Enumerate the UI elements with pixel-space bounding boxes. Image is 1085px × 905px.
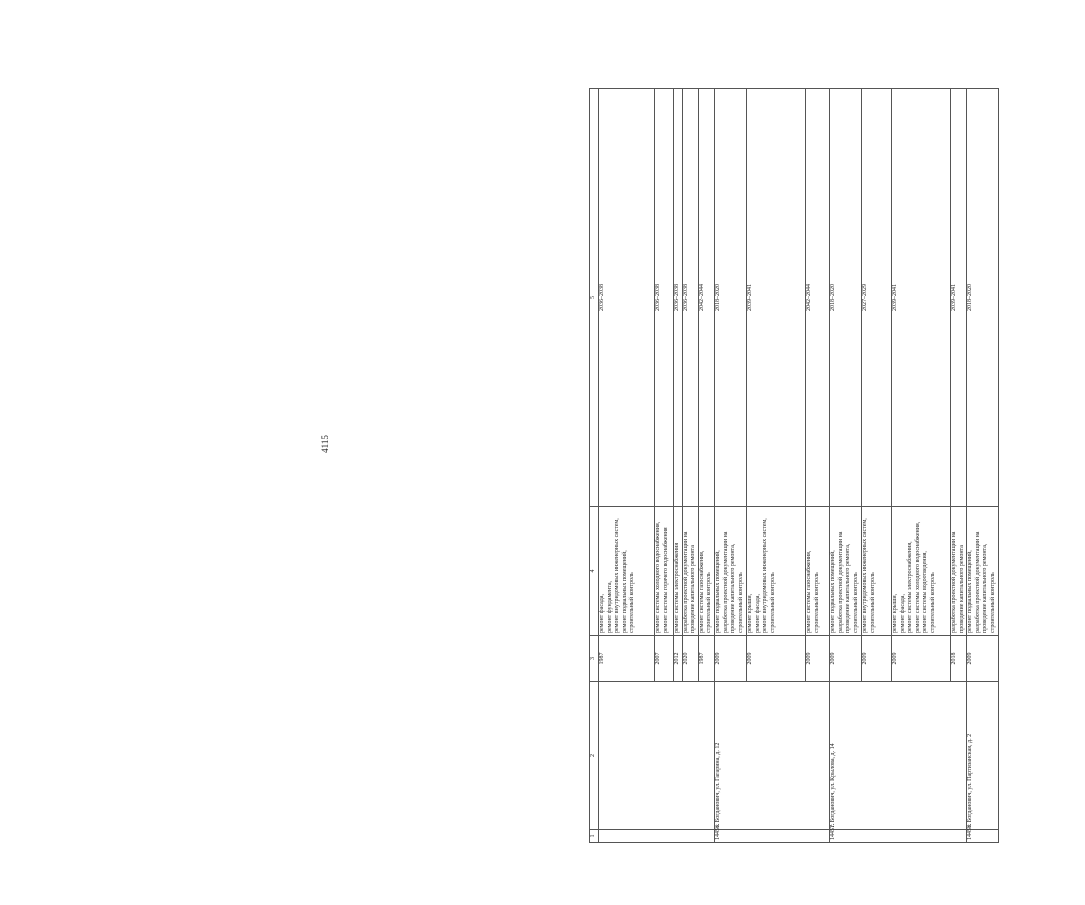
address-cell	[714, 682, 829, 830]
repair-period: 2027–2029	[861, 284, 868, 311]
header-cell-5	[590, 89, 599, 507]
year-cell	[599, 636, 655, 682]
work-item: ремонт фундамента,	[606, 581, 613, 633]
period-cell	[950, 89, 966, 507]
year-cell	[891, 636, 950, 682]
header-cell-3	[590, 636, 599, 682]
repair-period: 2036–2038	[655, 284, 661, 311]
commission-year: 2018	[950, 652, 957, 665]
row-number: 14456.	[714, 823, 721, 840]
address-text: г. Богданович, ул. Крылова, д. 14	[829, 743, 836, 827]
work-item: строительный контроль	[629, 572, 636, 633]
address-cell	[967, 682, 998, 830]
commission-year: 2009	[967, 652, 974, 665]
row-number: 14458.	[967, 823, 974, 840]
work-item: ремонт системы электроснабжения,	[907, 541, 914, 633]
work-item: разработка проектной документации на	[974, 531, 981, 633]
work-item: ремонт системы электроснабжения	[674, 542, 680, 633]
period-cell	[655, 89, 674, 507]
works-cell	[698, 507, 714, 636]
header-label: 2	[590, 754, 596, 757]
table-body	[590, 89, 999, 843]
work-item: ремонт подвальных помещений,	[621, 550, 628, 633]
repair-period: 2042–2044	[805, 284, 812, 311]
works-cell	[599, 507, 655, 636]
period-cell	[674, 89, 683, 507]
work-item: ремонт фасада,	[754, 594, 761, 633]
repair-period: 2039–2041	[746, 284, 753, 311]
page-number: 4115	[320, 435, 330, 453]
year-cell	[682, 636, 698, 682]
work-item: ремонт внутридомовых инженерных систем,	[762, 518, 769, 633]
repair-period: 2042–2044	[698, 284, 705, 311]
commission-year: 2009	[829, 652, 836, 665]
header-label: 3	[590, 657, 596, 660]
address-cell	[829, 682, 966, 830]
work-item: ремонт подвальных помещений,	[829, 550, 836, 633]
work-item: проведение капитального ремонта,	[730, 543, 737, 633]
address-cell	[599, 682, 715, 830]
period-cell	[698, 89, 714, 507]
commission-year: 1987	[599, 652, 605, 665]
header-label: 4	[590, 569, 596, 573]
header-label: 5	[590, 296, 596, 299]
period-cell	[829, 89, 861, 507]
work-item: строительный контроль	[706, 572, 713, 633]
commission-year: 2009	[891, 652, 898, 665]
year-cell	[655, 636, 674, 682]
repair-period: 2039–2041	[891, 284, 898, 311]
repair-period: 2036–2038	[682, 284, 689, 311]
work-item: разработка проектной документации на	[950, 531, 957, 633]
year-cell	[805, 636, 829, 682]
address-text: г. Богданович, ул. Гагарина, д. 12	[714, 742, 721, 827]
rotated-table-container	[589, 88, 1085, 843]
work-item: ремонт подвальных помещений,	[967, 550, 974, 633]
works-cell	[891, 507, 950, 636]
work-item: ремонт системы газоснабжения,	[698, 550, 705, 633]
period-cell	[746, 89, 805, 507]
table-row	[714, 89, 746, 843]
year-cell	[861, 636, 891, 682]
period-cell	[805, 89, 829, 507]
work-item: разработка проектной документации на	[837, 531, 844, 633]
table-row	[829, 89, 861, 843]
work-item: проведение капитального ремонта	[690, 545, 697, 633]
works-cell	[674, 507, 683, 636]
period-cell	[714, 89, 746, 507]
address-text: г. Богданович, ул. Партизанская, д. 2	[967, 733, 974, 827]
work-item: разработка проектной документации на	[682, 531, 689, 633]
work-item: ремонт крыши,	[891, 593, 898, 633]
work-item: проведение капитального ремонта,	[982, 543, 989, 633]
work-item: ремонт внутридомовых инженерных систем,	[861, 518, 868, 633]
work-item: строительный контроль	[852, 572, 859, 633]
header-cell-1	[590, 830, 599, 843]
year-cell	[698, 636, 714, 682]
repair-period: 2036–2038	[599, 284, 605, 311]
row-number: 14457.	[829, 823, 836, 840]
work-item: ремонт подвальных помещений,	[714, 550, 721, 633]
repair-period: 2036–2038	[674, 284, 680, 311]
period-cell	[891, 89, 950, 507]
work-item: ремонт системы газоснабжения,	[805, 550, 812, 633]
work-item: ремонт системы холодного водоснабжения,	[914, 521, 921, 633]
work-item: проведение капитального ремонта	[958, 545, 965, 633]
work-item: ремонт крыши,	[746, 593, 753, 633]
header-cell-4	[590, 507, 599, 636]
commission-year: 2009	[861, 652, 868, 665]
work-item: ремонт системы водоотведения,	[922, 551, 929, 633]
year-cell	[714, 636, 746, 682]
period-cell	[967, 89, 998, 507]
commission-year: 2007	[655, 652, 661, 665]
works-cell	[967, 507, 998, 636]
repair-period: 2018–2020	[714, 284, 721, 311]
period-cell	[861, 89, 891, 507]
works-cell	[950, 507, 966, 636]
works-cell	[682, 507, 698, 636]
year-cell	[829, 636, 861, 682]
repair-schedule-table	[589, 88, 999, 843]
work-item: строительный контроль	[769, 572, 776, 633]
commission-year: 2009	[805, 652, 812, 665]
header-label: 1	[590, 834, 596, 838]
year-cell	[967, 636, 998, 682]
work-item: проведение капитального ремонта,	[845, 543, 852, 633]
repair-period: 2018–2020	[967, 284, 974, 311]
commission-year: 2009	[714, 652, 721, 665]
commission-year: 1987	[698, 652, 705, 665]
works-cell	[805, 507, 829, 636]
year-cell	[950, 636, 966, 682]
row-number-cell	[599, 830, 715, 843]
header-row	[590, 89, 599, 843]
repair-period: 2018–2020	[829, 284, 836, 311]
repair-period: 2039–2041	[950, 284, 957, 311]
commission-year: 2012	[674, 652, 680, 665]
row-number-cell	[829, 823, 966, 843]
works-cell	[714, 507, 746, 636]
commission-year: 2009	[746, 652, 753, 665]
work-item: строительный контроль	[813, 572, 820, 633]
period-cell	[682, 89, 698, 507]
row-number-cell	[714, 823, 829, 843]
work-item: строительный контроль	[929, 572, 936, 633]
row-number-cell	[967, 823, 998, 843]
works-cell	[655, 507, 674, 636]
work-item: строительный контроль	[869, 572, 876, 633]
work-item: ремонт системы холодного водоснабжения,	[655, 521, 661, 633]
works-cell	[861, 507, 891, 636]
table-row	[967, 89, 998, 843]
year-cell	[746, 636, 805, 682]
year-cell	[674, 636, 683, 682]
work-item: ремонт фасада,	[599, 594, 605, 633]
table-row	[599, 89, 655, 843]
works-cell	[829, 507, 861, 636]
work-item: ремонт внутридомовых инженерных систем,	[614, 518, 621, 633]
work-item: строительный контроль	[737, 572, 744, 633]
commission-year: 2020	[682, 652, 689, 665]
period-cell	[599, 89, 655, 507]
work-item: ремонт фасада,	[899, 594, 906, 633]
works-cell	[746, 507, 805, 636]
header-cell-2	[590, 682, 599, 830]
work-item: разработка проектной документации на	[722, 531, 729, 633]
work-item: строительный контроль	[989, 572, 996, 633]
work-item: ремонт системы горячего водоснабжения	[662, 527, 669, 633]
